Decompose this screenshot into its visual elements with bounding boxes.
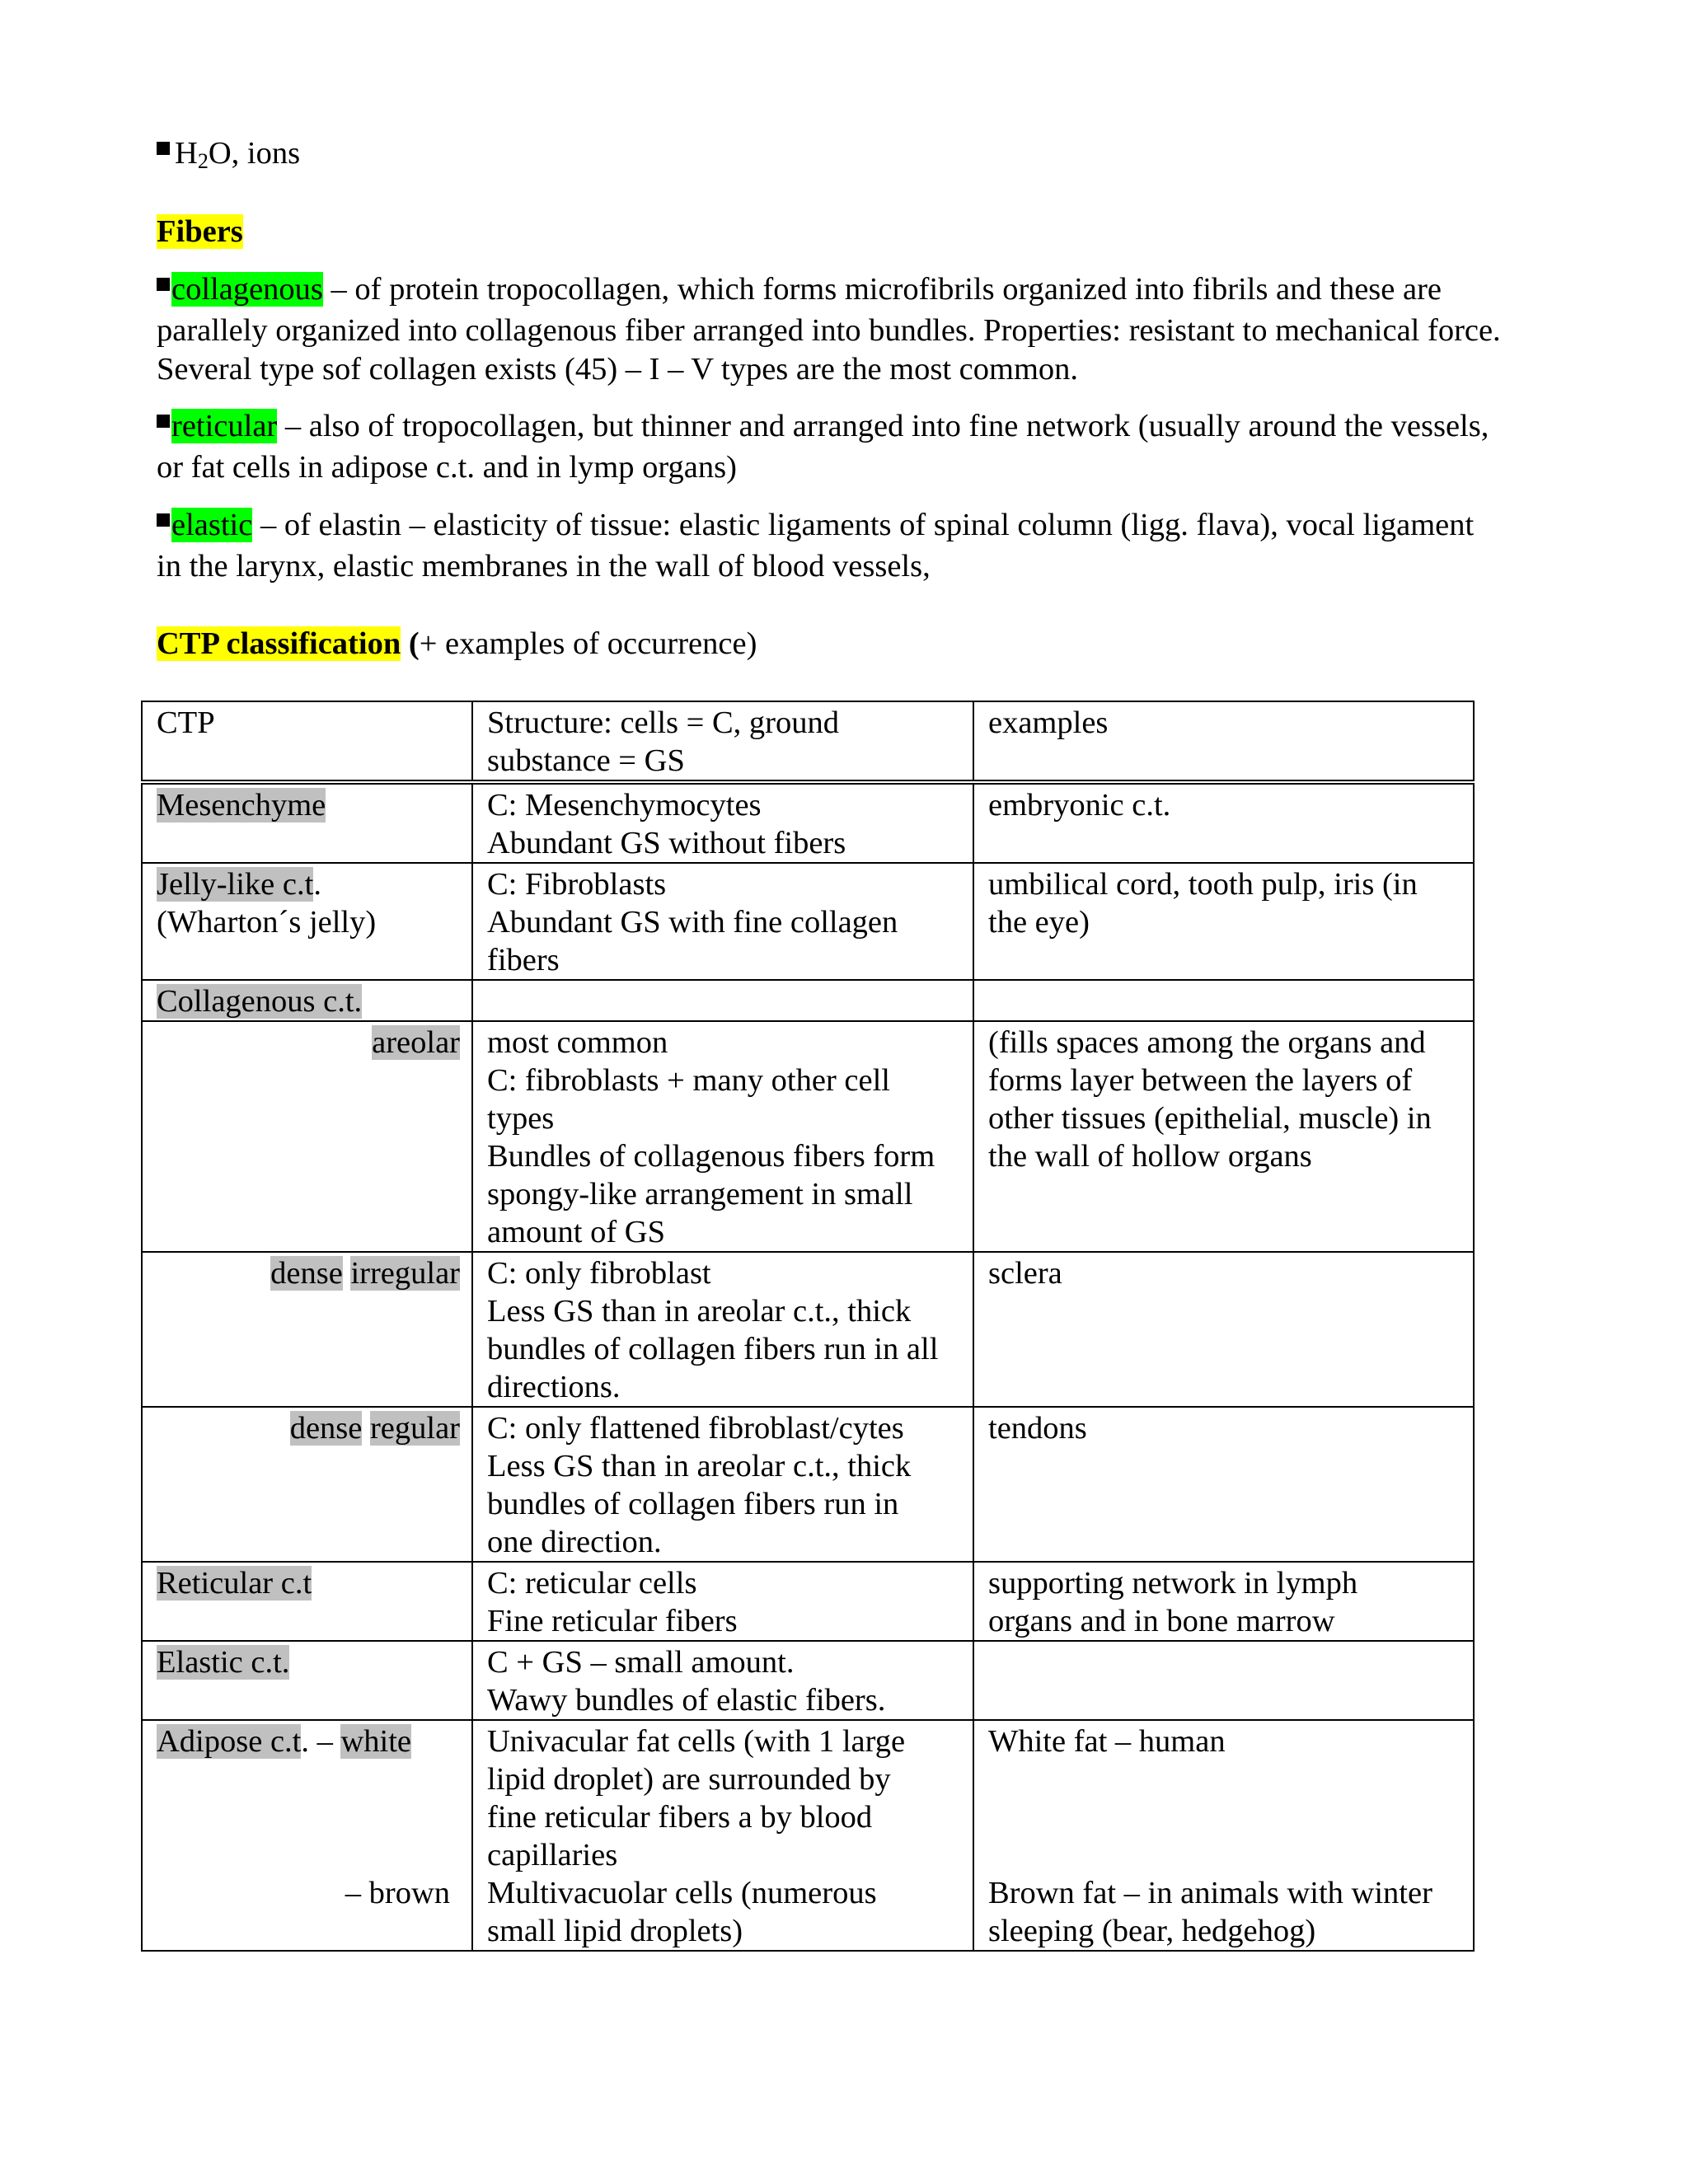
structure-line: Wawy bundles of elastic fibers. <box>487 1683 886 1718</box>
structure-line: C: fibroblasts + many other cell <box>487 1063 890 1098</box>
structure-line: fibers <box>487 943 560 977</box>
fiber-text-line: parallely organized into collagenous fiber arranged into bundles. Properties: resistant to mechanical force. <box>157 313 1501 348</box>
intro-bullet-subscript: 2 <box>197 149 209 173</box>
structure-line: Less GS than in areolar c.t., thick <box>487 1294 912 1329</box>
structure-line: C: only flattened fibroblast/cytes <box>487 1411 904 1446</box>
ctp-name-part: dense <box>289 1411 363 1446</box>
intro-bullet-pre: H <box>175 136 198 171</box>
examples-line: the wall of hollow organs <box>988 1139 1312 1174</box>
ctp-heading: CTP classification <box>157 626 401 661</box>
fiber-text-line: in the larynx, elastic membranes in the wall of blood vessels, <box>157 549 931 583</box>
ctp-name: Collagenous c.t. <box>157 984 363 1019</box>
examples-line: supporting network in lymph <box>988 1566 1358 1601</box>
ctp-name-tail: . – <box>301 1724 341 1759</box>
ctp-name-part: dense <box>270 1256 343 1291</box>
structure-line: C: reticular cells <box>487 1566 697 1601</box>
cell-examples <box>973 782 1474 863</box>
structure-line: one direction. <box>487 1525 662 1559</box>
cell-ctp <box>142 1720 472 1951</box>
table-row-dense-regular <box>142 1407 1474 1562</box>
cell-examples <box>973 1021 1474 1252</box>
structure-line: fine reticular fibers a by blood <box>487 1800 873 1835</box>
ctp-name: Elastic c.t. <box>157 1645 290 1680</box>
structure-line: Univacular fat cells (with 1 large <box>487 1724 906 1759</box>
cell-examples <box>973 1407 1474 1562</box>
examples-line: embryonic c.t. <box>988 788 1171 823</box>
bullet-square-icon <box>157 142 170 155</box>
header-cell-ctp <box>142 701 472 782</box>
ctp-name-subtitle: (Wharton´s jelly) <box>157 905 377 940</box>
structure-line: amount of GS <box>487 1215 666 1249</box>
cell-structure <box>472 1021 973 1252</box>
header-structure-line: substance = GS <box>487 743 685 778</box>
table-row-dense-irregular <box>142 1252 1474 1407</box>
fibers-heading: Fibers <box>157 214 243 249</box>
examples-line: (fills spaces among the organs and <box>988 1025 1426 1060</box>
intro-bullet-line <box>157 134 300 172</box>
ctp-name-tail: . <box>313 867 321 902</box>
structure-line: Abundant GS with fine collagen <box>487 905 898 940</box>
fiber-term-reticular: reticular <box>171 409 278 443</box>
table-header-row <box>142 701 1474 782</box>
cell-examples <box>973 1720 1474 1951</box>
header-examples-label: examples <box>988 705 1109 740</box>
fiber-text-line: – also of tropocollagen, but thinner and arranged into fine network (usually around the vessels, <box>277 409 1489 443</box>
table-row-collagenous <box>142 980 1474 1021</box>
ctp-name-part: irregular <box>350 1256 460 1291</box>
table-row-adipose <box>142 1720 1474 1951</box>
fiber-item-reticular <box>157 407 1489 445</box>
cell-structure <box>472 863 973 980</box>
cell-structure-empty <box>472 980 973 1021</box>
ctp-name-line <box>157 865 460 903</box>
ctp-classification-table <box>141 701 1475 1952</box>
header-structure-line: Structure: cells = C, ground <box>487 705 839 740</box>
fiber-term-elastic: elastic <box>171 508 253 542</box>
cell-examples-empty <box>973 1641 1474 1720</box>
cell-ctp <box>142 1021 472 1252</box>
structure-line: capillaries <box>487 1838 618 1872</box>
intro-bullet-post: O, ions <box>208 136 301 171</box>
examples-line: other tissues (epithelial, muscle) in <box>988 1101 1432 1136</box>
structure-line: C: Mesenchymocytes <box>487 788 762 823</box>
ctp-name: Reticular c.t <box>157 1566 312 1601</box>
table-row-mesenchyme <box>142 782 1474 863</box>
bullet-square-icon <box>157 415 170 428</box>
cell-structure <box>472 782 973 863</box>
examples-line: sclera <box>988 1256 1062 1291</box>
examples-line: tendons <box>988 1411 1087 1446</box>
cell-examples <box>973 863 1474 980</box>
cell-structure <box>472 1562 973 1641</box>
ctp-name: Jelly-like c.t <box>157 867 314 902</box>
ctp-heading-paren: ( <box>401 626 420 661</box>
cell-examples-empty <box>973 980 1474 1021</box>
cell-ctp <box>142 1641 472 1720</box>
structure-line: small lipid droplets) <box>487 1914 743 1948</box>
cell-structure <box>472 1641 973 1720</box>
table-row-elastic <box>142 1641 1474 1720</box>
structure-line: spongy-like arrangement in small <box>487 1177 913 1212</box>
table-row-jelly-like <box>142 863 1474 980</box>
fibers-heading-line <box>157 213 243 251</box>
cell-ctp <box>142 1562 472 1641</box>
structure-line: lipid droplet) are surrounded by <box>487 1762 891 1797</box>
examples-line: the eye) <box>988 905 1090 940</box>
examples-line: sleeping (bear, hedgehog) <box>988 1914 1316 1948</box>
ctp-name-line <box>157 1722 460 1760</box>
structure-line: bundles of collagen fibers run in all <box>487 1332 939 1366</box>
header-cell-examples <box>973 701 1474 782</box>
structure-line: directions. <box>487 1370 621 1404</box>
table-row-areolar <box>142 1021 1474 1252</box>
ctp-name-brown: – brown <box>345 1876 450 1910</box>
structure-line: C + GS – small amount. <box>487 1645 795 1680</box>
bullet-square-icon <box>157 513 170 527</box>
cell-ctp <box>142 863 472 980</box>
ctp-name: Mesenchyme <box>157 788 326 823</box>
header-ctp-label: CTP <box>157 705 215 740</box>
fiber-text-line: – of protein tropocollagen, which forms microfibrils organized into fibrils and these are <box>322 272 1442 307</box>
structure-line: Abundant GS without fibers <box>487 826 846 860</box>
structure-line: Less GS than in areolar c.t., thick <box>487 1449 912 1483</box>
ctp-name-part: regular <box>369 1411 460 1446</box>
structure-line: Bundles of collagenous fibers form <box>487 1139 935 1174</box>
cell-ctp <box>142 782 472 863</box>
table-row-reticular <box>142 1562 1474 1641</box>
structure-line: C: Fibroblasts <box>487 867 667 902</box>
fiber-text-line: – of elastin – elasticity of tissue: elastic ligaments of spinal column (ligg. flava), vocal ligament <box>252 508 1475 542</box>
ctp-heading-line <box>157 625 757 663</box>
fiber-text-line: Several type sof collagen exists (45) – I – V types are the most common. <box>157 352 1079 387</box>
ctp-heading-suffix: + examples of occurrence) <box>419 626 757 661</box>
examples-line: Brown fat – in animals with winter <box>988 1876 1432 1910</box>
cell-examples <box>973 1562 1474 1641</box>
examples-line: forms layer between the layers of <box>988 1063 1413 1098</box>
cell-ctp <box>142 1252 472 1407</box>
structure-line: bundles of collagen fibers run in <box>487 1487 899 1521</box>
structure-line: types <box>487 1101 555 1136</box>
cell-structure <box>472 1720 973 1951</box>
cell-structure <box>472 1252 973 1407</box>
ctp-name-white: white <box>340 1724 412 1759</box>
cell-ctp <box>142 1407 472 1562</box>
cell-ctp <box>142 980 472 1021</box>
structure-line: most common <box>487 1025 668 1060</box>
ctp-name: areolar <box>372 1025 460 1060</box>
examples-line: White fat – human <box>988 1724 1226 1759</box>
structure-line: Multivacuolar cells (numerous <box>487 1876 877 1910</box>
fiber-term-collagenous: collagenous <box>171 272 323 307</box>
fiber-item-elastic <box>157 506 1474 544</box>
bullet-square-icon <box>157 278 170 291</box>
examples-line: organs and in bone marrow <box>988 1604 1335 1638</box>
fiber-text-line: or fat cells in adipose c.t. and in lymp organs) <box>157 450 737 485</box>
ctp-name: Adipose c.t <box>157 1724 302 1759</box>
examples-line: umbilical cord, tooth pulp, iris (in <box>988 867 1418 902</box>
fiber-item-collagenous <box>157 270 1442 308</box>
cell-examples <box>973 1252 1474 1407</box>
structure-line: Fine reticular fibers <box>487 1604 738 1638</box>
structure-line: C: only fibroblast <box>487 1256 711 1291</box>
header-cell-structure <box>472 701 973 782</box>
cell-structure <box>472 1407 973 1562</box>
